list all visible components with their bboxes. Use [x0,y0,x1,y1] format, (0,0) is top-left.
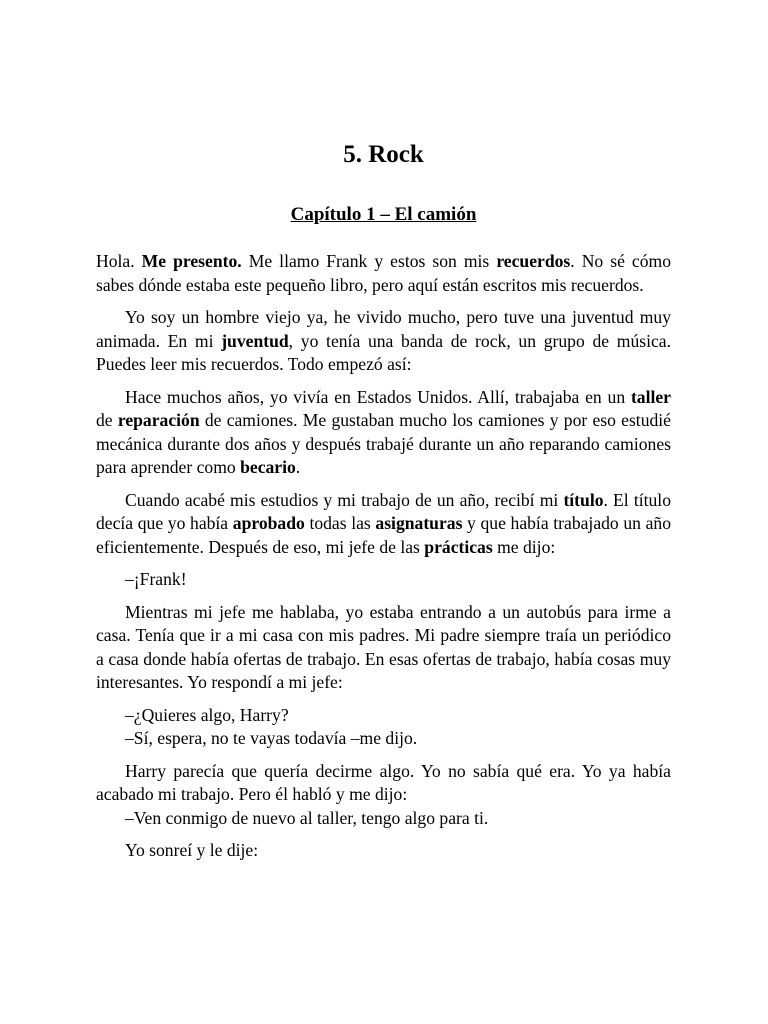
chapter-subtitle: Capítulo 1 – El camión [290,204,477,225]
bold-term: reparación [117,410,200,430]
paragraph-2 [96,306,671,377]
text-run: Cuando acabé mis estudios y mi trabajo de un año, recibí mi [125,489,564,510]
bold-term: asignaturas [375,513,463,533]
bold-term: taller [630,386,671,407]
text-run: Hola. [96,251,142,271]
bold-term: recuerdos [496,251,571,271]
text-run: y que había trabajado un año eficientemente. Después de eso, mi jefe de las [96,513,671,557]
text-run: . El título decía que yo había [96,489,671,533]
text-run: Me llamo Frank y estos son mis [241,251,497,271]
paragraph-6: Mientras mi jefe me hablaba, yo estaba entrando a un autobús para irme a casa. Tenía que ir a mi casa con mis padres. Mi padre siempre traía un periódico a casa donde había ofertas de trabajo. En esas ofertas de trabajo, había cosas muy interesantes. Yo respondí a mi jefe: [96,601,671,692]
paragraph-11: Yo sonreí y le dije: [125,840,259,860]
paragraph-1 [96,250,671,297]
text-run: . No sé cómo sabes dónde estaba este pequeño libro, pero aquí están escritos mis recuerdos. [96,251,671,295]
bold-term: aprobado [232,513,305,533]
document-body [96,250,671,872]
text-run: Hace muchos años, yo vivía en Estados Unidos. Allí, trabajaba en un [125,386,631,407]
paragraph-9: Harry parecía que quería decirme algo. Yo no sabía qué era. Yo ya había acabado mi trabajo. Pero él habló y me dijo: [96,760,671,804]
dialogue-line-3: –Ven conmigo de nuevo al taller, tengo algo para ti. [125,807,489,828]
text-run: me dijo: [492,536,556,557]
text-run: Yo soy un hombre viejo ya, he vivido mucho, pero tuve una juventud muy animada. En mi [96,307,671,351]
text-run: todas las [304,513,376,533]
text-run: , yo tenía una banda de rock, un grupo de música. Puedes leer mis recuerdos. Todo empezó así: [96,330,671,374]
text-run: de [96,410,118,430]
bold-term: becario [240,457,296,477]
text-run: de camiones. Me gustaban mucho los camiones y por eso estudié mecánica durante dos años y después trabajé durante un año reparando camiones para aprender como [96,410,671,477]
dialogue-line-2: –Sí, espera, no te vayas todavía –me dijo. [125,728,418,748]
paragraph-3 [96,386,671,480]
text-run: . [295,457,301,477]
chapter-title: 5. Rock [343,141,424,168]
bold-term: prácticas [424,536,493,557]
bold-term: Me presento. [141,251,242,271]
paragraph-4 [96,489,671,560]
bold-term: juventud [221,330,289,351]
bold-term: título [563,489,604,510]
dialogue-line-1: –¿Quieres algo, Harry? [125,704,289,725]
paragraph-5: –¡Frank! [125,569,187,589]
